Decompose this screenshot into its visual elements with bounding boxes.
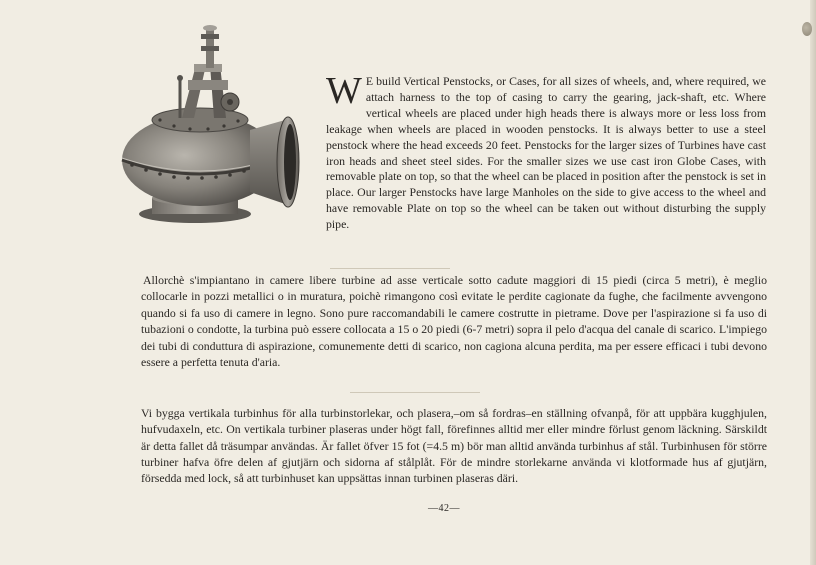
section-divider (350, 392, 480, 393)
italian-description: Allorchè s'impiantano in camere libere turbine ad asse verticale sotto cadute maggiori di 15 piedi (circa 5 metri), è meglio collocarle in pozzi metallici o in muratura, poichè rimangono così evitate le perdite cagionate da fughe, che facilmente avvengono quando si fa uso di camere in legno. Sono pure raccomandabili le camere costrutte in pietrame. Dove per l'aspirazione si fa uso di tubazioni o condotte, la turbina può essere collocata a 15 o 20 piedi (6-7 metri) sopra il pelo d'acqua del canale di scarico. L'impiego dei tubi di conduttura di aspirazione, comunemente detti di scarico, non cagiona alcuna perdita, ma per essere efficaci i tubi devono essere a perfetta tenuta d'aria. (141, 273, 767, 370)
english-text: E build Vertical Penstocks, or Cases, for all sizes of wheels, and, where required, we attach harness to the top of casing to carry the gearing, jack-shaft, etc. Where vertical wheels are placed under high heads there is always more or less loss from leakage when wheels are placed in wooden penstocks. It is always better to use a steel penstock where the head exceeds 20 feet. Penstocks for the larger sizes of Turbines have cast iron heads and sheet steel sides. For the smaller sizes we use cast iron Globe Cases, with removable plate on top, so that the wheel can be placed in position after the penstock is set in place. Our larger Penstocks have large Manholes on the side to give access to the wheel and have removable Plate on top so the wheel can be taken out without disturbing the supply pipe. (326, 74, 766, 232)
page-curl (802, 22, 812, 36)
page-number: —42— (428, 503, 460, 514)
english-description (326, 70, 766, 233)
page-edge (810, 0, 816, 565)
penstock-illustration (110, 20, 315, 230)
swedish-description: Vi bygga vertikala turbinhus för alla turbinstorlekar, och plasera,–om så fordras–en ställning ofvanpå, för att uppbära kugghjulen, hufvudaxeln, etc. On vertikala turbiner plaseras under högt fall, förefinnes alltid mer eller mindre förlust genom läckning. Särskildt är detta fallet då träsumpar användas. Är fallet öfver 15 fot (=4.5 m) bör man alltid använda turbinhus af stål. Turbinhusen för större turbiner hafva öfre delen af gjutjärn och sidorna af stålplåt. För de mindre storlekarne använda vi klotformade hus af gjutjärn, försedda med lock, så att turbinhuset kan uppsättas innan turbinen plaseras däri. (141, 406, 767, 486)
drop-cap: W (326, 70, 362, 112)
section-divider (330, 268, 450, 269)
